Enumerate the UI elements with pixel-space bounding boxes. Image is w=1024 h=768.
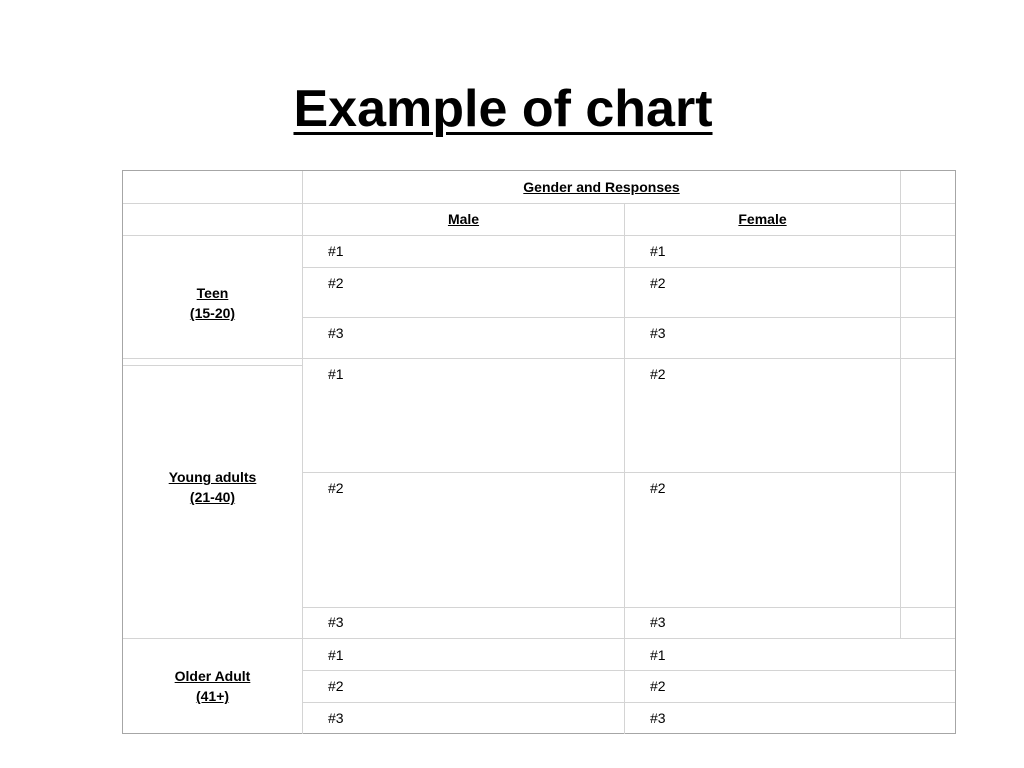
divider xyxy=(302,171,303,734)
cell-male: #2 xyxy=(328,275,344,291)
response-table xyxy=(122,170,956,734)
cell-female: #3 xyxy=(650,325,666,341)
row-group-label xyxy=(123,283,302,323)
group-label-line1: Young adults xyxy=(168,469,257,485)
group-label-line2: (41+) xyxy=(195,688,230,704)
page-title-text: Example of chart xyxy=(293,80,713,138)
divider xyxy=(123,358,955,359)
header-male: Male xyxy=(447,211,480,227)
row-group-label xyxy=(123,467,302,507)
cell-male: #3 xyxy=(328,325,344,341)
divider xyxy=(900,171,901,638)
cell-male: #3 xyxy=(328,710,344,726)
cell-female: #3 xyxy=(650,614,666,630)
divider xyxy=(624,203,625,734)
divider xyxy=(123,365,302,366)
divider xyxy=(302,472,955,473)
group-label-line2: (21-40) xyxy=(189,489,236,505)
cell-male: #1 xyxy=(328,243,344,259)
cell-male: #3 xyxy=(328,614,344,630)
header-gender-responses: Gender and Responses xyxy=(523,179,680,195)
divider xyxy=(302,317,955,318)
group-label-line1: Teen xyxy=(196,285,229,301)
page-title xyxy=(0,78,1006,140)
cell-female: #3 xyxy=(650,710,666,726)
divider xyxy=(123,638,955,639)
header-female: Female xyxy=(738,211,787,227)
cell-female: #2 xyxy=(650,275,666,291)
group-label-line2: (15-20) xyxy=(189,305,236,321)
cell-female: #2 xyxy=(650,678,666,694)
divider xyxy=(302,670,955,671)
divider xyxy=(302,267,955,268)
divider xyxy=(123,235,955,236)
divider xyxy=(302,702,955,703)
cell-female: #1 xyxy=(650,647,666,663)
divider xyxy=(123,203,955,204)
cell-female: #1 xyxy=(650,243,666,259)
row-group-label xyxy=(123,666,302,706)
cell-male: #1 xyxy=(328,647,344,663)
cell-male: #1 xyxy=(328,366,344,382)
divider xyxy=(302,607,955,608)
cell-female: #2 xyxy=(650,480,666,496)
cell-male: #2 xyxy=(328,678,344,694)
cell-female: #2 xyxy=(650,366,666,382)
cell-male: #2 xyxy=(328,480,344,496)
group-label-line1: Older Adult xyxy=(174,668,251,684)
